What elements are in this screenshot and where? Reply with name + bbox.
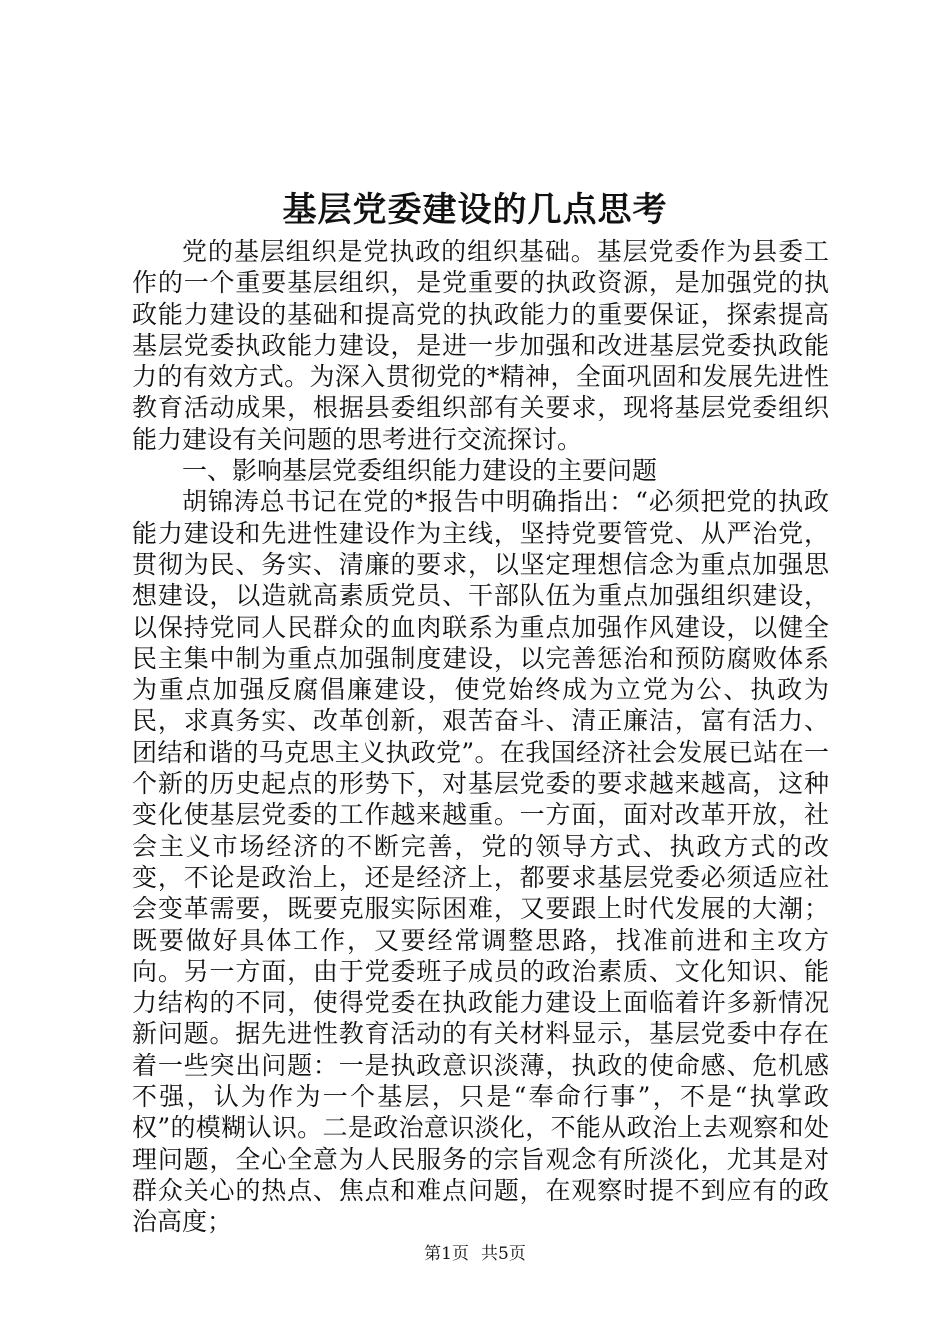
paragraph-main: 胡锦涛总书记在党的*报告中明确指出：“必须把党的执政能力建设和先进性建设作为主线，坚持党要管党、从严治党，贯彻为民、务实、清廉的要求，以坚定理想信念为重点加强思想建设，以造就高素质党员、干部队伍为重点加强组织建设，以保持党同人民群众的血肉联系为重点加强作风建设，以健全民主集中制为重点加强制度建设，以完善惩治和预防腐败体系为重点加强反腐倡廉建设，使党始终成为立党为公、执政为民，求真务实、改革创新，艰苦奋斗、清正廉洁，富有活力、团结和谐的马克思主义执政党”。在我国经济社会发展已站在一个新的历史起点的形势下，对基层党委的要求越来越高，这种变化使基层党委的工作越来越重。一方面，面对改革开放，社会主义市场经济的不断完善，党的领导方式、执政方式的改变，不论是政治上，还是经济上，都要求基层党委必须适应社会变革需要，既要克服实际困难，又要跟上时代发展的大潮；既要做好具体工作，又要经常调整思路，找准前进和主攻方向。另一方面，由于党委班子成员的政治素质、文化知识、能力结构的不同，使得党委在执政能力建设上面临着许多新情况新问题。据先进性教育活动的有关材料显示，基层党委中存在着一些突出问题：一是执政意识淡薄，执政的使命感、危机感不强，认为作为一个基层，只是“奉命行事”，不是“执掌政权”的模糊认识。二是政治意识淡化，不能从政治上去观察和处理问题，全心全意为人民服务的宗旨观念有所淡化，尤其是对群众关心的热点、焦点和难点问题，在观察时提不到应有的政治高度；	[132, 487, 829, 1237]
paragraph-intro: 党的基层组织是党执政的组织基础。基层党委作为县委工作的一个重要基层组织，是党重要的执政资源，是加强党的执政能力建设的基础和提高党的执政能力的重要保证，探索提高基层党委执政能力建设，是进一步加强和改进基层党委执政能力的有效方式。为深入贯彻党的*精神，全面巩固和发展先进性教育活动成果，根据县委组织部有关要求，现将基层党委组织能力建设有关问题的思考进行交流探讨。	[132, 237, 829, 454]
page-total: 共5页	[481, 1244, 526, 1264]
page-footer	[0, 1242, 950, 1266]
document-title: 基层党委建设的几点思考	[282, 190, 668, 230]
page-number: 第1页	[424, 1244, 469, 1264]
document-body	[132, 236, 829, 1238]
section-heading: 一、影响基层党委组织能力建设的主要问题	[182, 456, 658, 486]
